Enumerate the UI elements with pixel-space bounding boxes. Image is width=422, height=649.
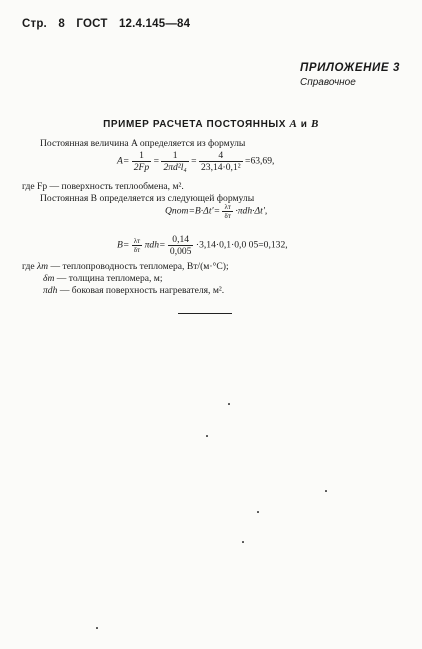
section-title-conj: и <box>300 119 308 130</box>
legend-prefix: где <box>22 261 35 272</box>
formula-q-rest: ·πdh·Δt′, <box>235 205 268 217</box>
legend-row <box>43 285 224 296</box>
formula-a-frac3-den: 23,14·0,1² <box>200 162 241 173</box>
text-line-b-intro: Постоянная B определяется из следующей формулы <box>40 193 255 204</box>
formula-q-frac <box>222 203 232 220</box>
formula-q-frac-den: δт <box>222 211 232 220</box>
scan-speck <box>206 435 208 437</box>
formula-b-frac2-num: 0,14 <box>172 234 190 245</box>
formula-a-frac1-num: 1 <box>139 150 144 161</box>
formula-a-frac1 <box>132 150 151 173</box>
formula-q-lhs: Qпот=B·Δt′= <box>165 205 221 217</box>
page-label: Стр. <box>22 18 47 30</box>
section-title-var-a: A <box>289 118 298 130</box>
legend-desc: — толщина тепломера, м; <box>56 273 163 284</box>
scan-speck <box>228 403 230 405</box>
formula-a-frac2 <box>161 150 188 173</box>
text-line-a-intro: Постоянная величина A определяется из формулы <box>40 138 246 149</box>
formula-b-frac2 <box>168 234 194 257</box>
legend-desc: — боковая поверхность нагревателя, м². <box>59 285 225 296</box>
legend-desc: — теплопроводность тепломера, Вт/(м·°С); <box>50 261 229 272</box>
scan-speck <box>96 627 98 629</box>
formula-a-eq2: = <box>191 155 197 167</box>
standard-code: 12.4.145—84 <box>118 18 191 30</box>
formula-a-lhs: A= <box>117 155 130 167</box>
legend-symbol: δт <box>43 273 55 284</box>
section-title-var-b: B <box>310 118 319 130</box>
formula-b-lhs: B= <box>117 239 130 251</box>
formula-a-result: =63,69, <box>245 155 275 167</box>
page-header <box>22 18 198 30</box>
appendix-subtitle: Справочное <box>300 77 356 88</box>
legend-symbol: πdh <box>43 285 58 296</box>
formula-b <box>117 234 288 257</box>
appendix-title: ПРИЛОЖЕНИЕ 3 <box>300 62 400 74</box>
formula-a-eq1: = <box>153 155 160 167</box>
standard-label: ГОСТ <box>76 18 108 30</box>
section-title <box>0 118 422 130</box>
legend-row <box>43 273 163 284</box>
text-where-fp: где Fp — поверхность теплообмена, м². <box>22 181 184 192</box>
formula-a <box>117 150 274 173</box>
page-number: 8 <box>58 18 65 30</box>
formula-a-frac1-den: 2Fp <box>133 162 150 173</box>
scan-speck <box>325 490 327 492</box>
formula-q <box>165 203 267 220</box>
formula-a-frac3 <box>199 150 243 173</box>
formula-b-frac1 <box>132 237 142 254</box>
scan-speck <box>257 511 259 513</box>
formula-a-frac2-den: 2πd²l₄ <box>163 162 187 173</box>
scan-speck <box>242 541 244 543</box>
formula-a-frac3-num: 4 <box>218 150 224 161</box>
section-title-text: ПРИМЕР РАСЧЕТА ПОСТОЯННЫХ <box>103 119 287 130</box>
formula-b-frac1-den: δт <box>132 245 142 254</box>
formula-a-frac2-num: 1 <box>172 150 178 161</box>
formula-b-frac1-num: λт <box>133 237 141 245</box>
formula-b-frac2-den: 0,005 <box>169 246 192 257</box>
legend-symbol: λт <box>37 261 49 272</box>
section-divider <box>178 313 232 314</box>
legend-row <box>22 261 229 272</box>
formula-b-mid: πdh= <box>144 239 166 251</box>
formula-q-frac-num: λт <box>224 203 231 211</box>
formula-b-result: ·3,14·0,1·0,0 05=0,132, <box>195 239 288 251</box>
